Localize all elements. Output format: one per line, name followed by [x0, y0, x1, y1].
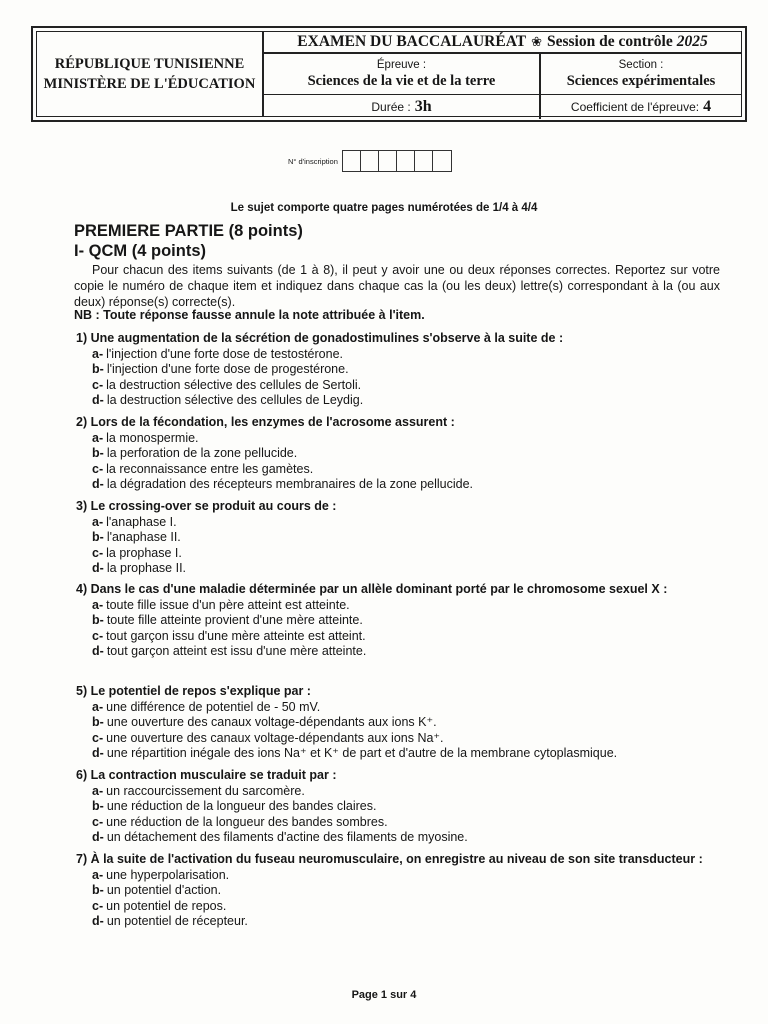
option-letter: c-	[92, 898, 104, 913]
flower-icon: ❀	[531, 34, 542, 49]
option-letter: d-	[92, 830, 104, 844]
section-label: Section :	[618, 58, 664, 71]
answer-option	[76, 644, 722, 660]
option-letter: c-	[92, 377, 104, 392]
part-title: PREMIERE PARTIE (8 points)	[74, 222, 303, 240]
answer-option	[76, 613, 722, 629]
nb-note: NB : Toute réponse fausse annule la note attribuée à l'item.	[74, 308, 425, 322]
option-letter: c-	[92, 461, 104, 476]
inscription-digit-box[interactable]	[433, 151, 451, 171]
inscription-field	[288, 150, 452, 172]
qcm-item	[76, 684, 722, 762]
option-letter: b-	[92, 613, 104, 627]
option-text: une réduction de la longueur des bandes claires.	[106, 799, 377, 813]
epreuve-value: Sciences de la vie et de la terre	[307, 72, 496, 89]
inscription-digit-box[interactable]	[415, 151, 433, 171]
answer-option	[76, 899, 722, 915]
option-text: un raccourcissement du sarcomère.	[106, 783, 305, 798]
option-text: l'injection d'une forte dose de testostérone.	[106, 346, 343, 361]
answer-option	[76, 731, 722, 747]
exam-title: EXAMEN DU BACCALAURÉAT	[297, 33, 527, 50]
question-stem: 1) Une augmentation de la sécrétion de gonadostimulines s'observe à la suite de :	[76, 331, 564, 345]
option-letter: d-	[92, 477, 104, 491]
option-text: un détachement des filaments d'actine des filaments de myosine.	[106, 830, 468, 844]
option-letter: c-	[92, 814, 104, 829]
answer-option	[76, 546, 722, 562]
option-text: la prophase I.	[106, 545, 182, 560]
inscription-digit-box[interactable]	[361, 151, 379, 171]
option-letter: a-	[92, 514, 104, 529]
instructions	[74, 262, 720, 310]
inscription-digit-box[interactable]	[379, 151, 397, 171]
ministry-name: MINISTÈRE DE L'ÉDUCATION	[43, 76, 256, 92]
option-letter: b-	[92, 362, 104, 376]
answer-option	[76, 815, 722, 831]
option-text: une réduction de la longueur des bandes sombres.	[106, 814, 388, 829]
option-letter: c-	[92, 628, 104, 643]
exam-header	[31, 26, 747, 122]
option-letter: d-	[92, 644, 104, 658]
option-text: une ouverture des canaux voltage-dépendants aux ions K⁺.	[106, 715, 437, 729]
exam-title-row	[264, 32, 741, 54]
epreuve-label: Épreuve :	[376, 58, 427, 71]
session-label: Session de contrôle	[546, 33, 673, 50]
option-text: la dégradation des récepteurs membranaires de la zone pellucide.	[106, 477, 474, 491]
answer-option	[76, 830, 722, 846]
answer-option	[76, 462, 722, 478]
inscription-boxes[interactable]	[342, 150, 452, 172]
option-letter: d-	[92, 393, 104, 407]
answer-option	[76, 515, 722, 531]
option-letter: b-	[92, 530, 104, 544]
option-letter: d-	[92, 561, 104, 575]
question-stem: 3) Le crossing-over se produit au cours de :	[76, 499, 337, 513]
epreuve-cell	[264, 54, 541, 94]
answer-option	[76, 477, 722, 493]
instructions-text: Pour chacun des items suivants (de 1 à 8), il peut y avoir une ou deux réponses correctes. Reportez sur votre copie le numéro de chaque item et indiquez dans chaque cas la (ou les deux) lettre(s) correspondant à la (ou aux deux) réponse(s) correcte(s).	[74, 263, 720, 309]
ministry-block	[37, 32, 262, 116]
answer-option	[76, 629, 722, 645]
option-letter: a-	[92, 783, 104, 798]
answer-option	[76, 914, 722, 930]
inscription-digit-box[interactable]	[397, 151, 415, 171]
option-letter: a-	[92, 430, 104, 445]
question-stem: 7) À la suite de l'activation du fuseau neuromusculaire, on enregistre au niveau de son site transducteur :	[76, 852, 703, 866]
qcm-item	[76, 582, 722, 660]
answer-option	[76, 561, 722, 577]
option-text: la monospermie.	[106, 430, 199, 445]
answer-option	[76, 883, 722, 899]
qcm-item	[76, 415, 722, 493]
session-year: 2025	[676, 33, 708, 50]
answer-option	[76, 378, 722, 394]
option-text: l'anaphase I.	[106, 514, 177, 529]
answer-option	[76, 347, 722, 363]
answer-option	[76, 715, 722, 731]
option-text: une répartition inégale des ions Na⁺ et K⁺ de part et d'autre de la membrane cytoplasmique.	[106, 746, 618, 760]
option-letter: a-	[92, 597, 104, 612]
duree-cell	[264, 95, 541, 119]
section-value: Sciences expérimentales	[566, 72, 716, 89]
option-letter: d-	[92, 746, 104, 760]
coefficient-label: Coefficient de l'épreuve:	[570, 100, 700, 114]
subject-row	[264, 54, 741, 95]
republic-name: RÉPUBLIQUE TUNISIENNE	[54, 56, 245, 72]
option-text: une hyperpolarisation.	[106, 867, 230, 882]
option-letter: a-	[92, 867, 104, 882]
option-letter: b-	[92, 715, 104, 729]
coefficient-value: 4	[703, 98, 712, 115]
question-stem: 5) Le potentiel de repos s'explique par :	[76, 684, 311, 698]
option-letter: c-	[92, 545, 104, 560]
option-letter: b-	[92, 446, 104, 460]
option-text: l'injection d'une forte dose de progestérone.	[106, 362, 349, 376]
option-text: la reconnaissance entre les gamètes.	[106, 461, 314, 476]
option-text: toute fille issue d'un père atteint est atteinte.	[106, 597, 350, 612]
answer-option	[76, 700, 722, 716]
duree-label: Durée :	[371, 100, 411, 114]
pages-note: Le sujet comporte quatre pages numérotées de 1/4 à 4/4	[230, 202, 538, 214]
qcm-item	[76, 852, 722, 930]
option-text: un potentiel de récepteur.	[106, 914, 248, 928]
option-letter: d-	[92, 914, 104, 928]
question-stem: 2) Lors de la fécondation, les enzymes de l'acrosome assurent :	[76, 415, 455, 429]
inscription-digit-box[interactable]	[343, 151, 361, 171]
qcm-item	[76, 499, 722, 577]
answer-option	[76, 362, 722, 378]
option-letter: b-	[92, 883, 104, 897]
page-number: Page 1 sur 4	[351, 989, 417, 1001]
inscription-label: N° d'inscription	[288, 156, 338, 166]
question-stem: 4) Dans le cas d'une maladie déterminée par un allèle dominant porté par le chromosome sexuel X :	[76, 582, 668, 596]
option-text: l'anaphase II.	[106, 530, 181, 544]
option-text: la prophase II.	[106, 561, 187, 575]
option-letter: a-	[92, 346, 104, 361]
answer-option	[76, 746, 722, 762]
duration-row	[264, 95, 741, 119]
answer-option	[76, 393, 722, 409]
answer-option	[76, 446, 722, 462]
option-text: une ouverture des canaux voltage-dépendants aux ions Na⁺.	[106, 730, 444, 745]
exam-header-inner	[36, 31, 742, 117]
qcm-item	[76, 331, 722, 409]
option-letter: a-	[92, 699, 104, 714]
duree-value: 3h	[414, 98, 432, 115]
answer-option	[76, 598, 722, 614]
answer-option	[76, 799, 722, 815]
qcm-title: I- QCM (4 points)	[74, 242, 206, 260]
option-text: la perforation de la zone pellucide.	[106, 446, 298, 460]
option-text: tout garçon atteint est issu d'une mère atteinte.	[106, 644, 367, 658]
question-stem: 6) La contraction musculaire se traduit par :	[76, 768, 337, 782]
option-letter: b-	[92, 799, 104, 813]
option-text: une différence de potentiel de - 50 mV.	[106, 699, 321, 714]
option-text: la destruction sélective des cellules de Leydig.	[106, 393, 364, 407]
exam-info-grid	[262, 32, 741, 116]
option-text: un potentiel d'action.	[106, 883, 222, 897]
option-text: toute fille atteinte provient d'une mère atteinte.	[106, 613, 363, 627]
answer-option	[76, 868, 722, 884]
option-text: un potentiel de repos.	[106, 898, 227, 913]
answer-option	[76, 784, 722, 800]
coefficient-cell	[541, 95, 741, 119]
option-text: tout garçon issu d'une mère atteinte est atteint.	[106, 628, 366, 643]
qcm-item	[76, 768, 722, 846]
answer-option	[76, 431, 722, 447]
option-letter: c-	[92, 730, 104, 745]
section-cell	[541, 54, 741, 94]
option-text: la destruction sélective des cellules de Sertoli.	[106, 377, 362, 392]
answer-option	[76, 530, 722, 546]
